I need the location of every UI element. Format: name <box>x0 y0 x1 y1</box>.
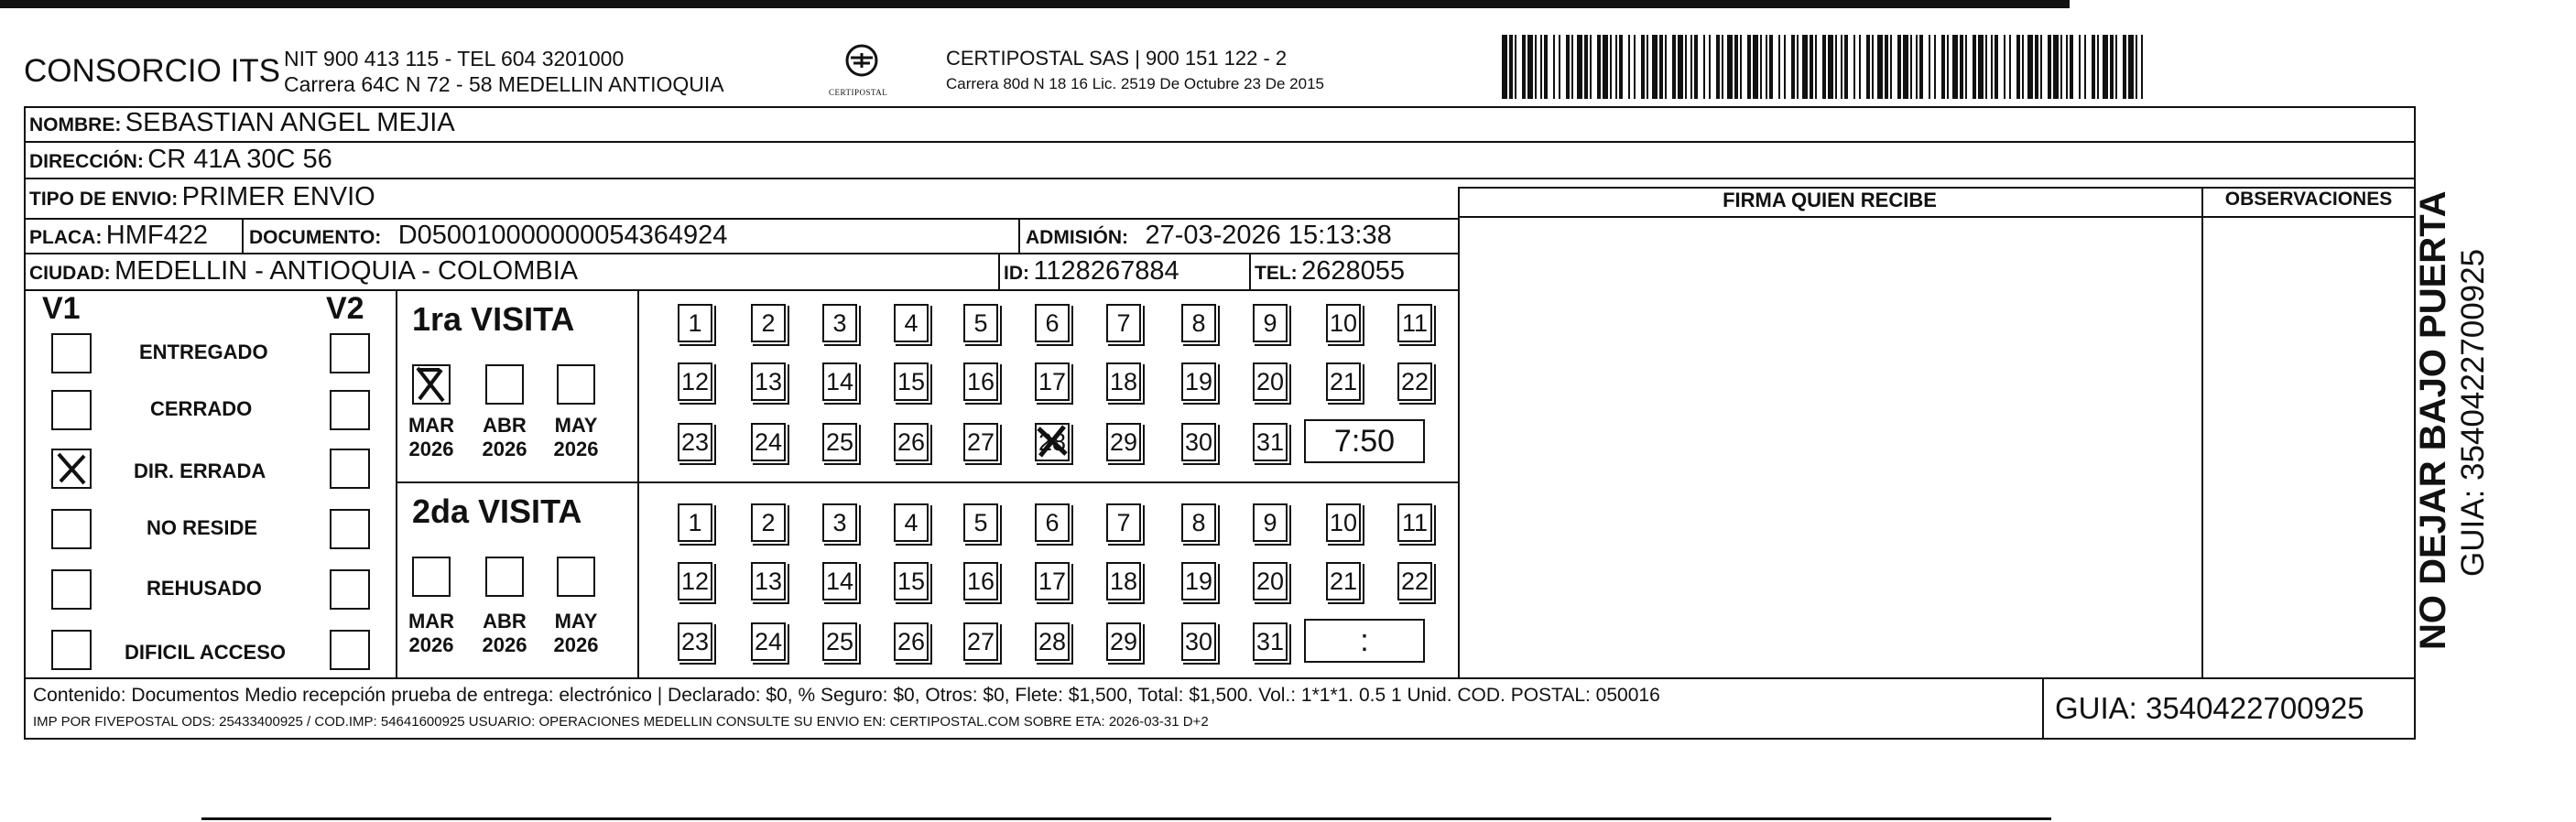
status-label: ENTREGADO <box>139 341 268 363</box>
month-checkbox-may[interactable] <box>557 557 595 597</box>
month-year: 2026 <box>482 438 527 460</box>
barcode-bar <box>2084 35 2086 99</box>
day-box[interactable]: 27 <box>963 423 998 461</box>
barcode-bar <box>1535 35 1537 99</box>
day-box[interactable]: 31 <box>1253 622 1288 661</box>
barcode-bar <box>1985 35 1987 99</box>
barcode-bar <box>1784 35 1786 99</box>
day-box[interactable]: 9 <box>1253 503 1288 542</box>
barcode-bar <box>1727 35 1733 99</box>
barcode-bar <box>1885 35 1888 99</box>
placa-value: HMF422 <box>105 221 208 250</box>
status-v2-checkbox[interactable] <box>330 449 370 489</box>
barcode-bar <box>1634 35 1636 99</box>
rule <box>24 218 1458 220</box>
rule <box>24 141 2416 143</box>
barcode-bar <box>2060 35 2062 99</box>
month-checkbox-mar[interactable] <box>412 557 451 597</box>
barcode-bar <box>1934 35 1936 99</box>
barcode-bar <box>1822 35 1826 99</box>
rule <box>1018 218 1020 253</box>
x-mark-icon <box>1035 423 1070 460</box>
barcode-bar <box>1703 35 1705 99</box>
tipo-envio-value: PRIMER ENVIO <box>181 182 375 211</box>
month-year: 2026 <box>408 633 454 656</box>
row-nombre <box>29 108 455 138</box>
tipo-envio-label: TIPO DE ENVIO: <box>29 189 179 210</box>
id-label: ID: <box>1004 263 1029 284</box>
imp-text: IMP POR FIVEPOSTAL ODS: 25433400925 / COD.IMP: 54641600925 USUARIO: OPERACIONES MEDELLIN CONSULTE SU ENVIO EN: CERTIPOSTAL.COM SOBRE ETA: 2026-03-31 D+2 <box>33 714 1209 730</box>
row-admision <box>1026 221 1392 251</box>
row-tel <box>1255 256 1405 287</box>
top-edge-bar <box>0 0 2070 8</box>
barcode-bar <box>1769 35 1773 99</box>
barcode-bar <box>2097 35 2099 99</box>
rule <box>396 481 1458 483</box>
barcode-bar <box>1672 35 1676 99</box>
barcode-bar <box>1802 35 1808 99</box>
barcode-bar <box>1828 35 1833 99</box>
day-box[interactable]: 23 <box>678 622 712 661</box>
day-box[interactable]: 10 <box>1326 304 1361 342</box>
barcode-bar <box>1910 35 1912 99</box>
admision-label: ADMISIÓN: <box>1026 227 1128 248</box>
barcode-bar <box>2009 35 2011 99</box>
certipostal-name: CERTIPOSTAL SAS | 900 151 122 - 2 <box>946 47 1288 70</box>
barcode-bar <box>1734 35 1738 99</box>
rule <box>1458 187 1460 677</box>
rule <box>24 253 1458 254</box>
barcode-bar <box>1690 35 1692 99</box>
month-year: 2026 <box>553 438 599 460</box>
day-box[interactable]: 19 <box>1181 562 1216 600</box>
month-checkbox-may[interactable] <box>557 364 595 405</box>
barcode-bar <box>1515 35 1516 99</box>
day-box[interactable]: 27 <box>963 622 998 661</box>
barcode-bar <box>2079 35 2081 99</box>
day-box[interactable]: 6 <box>1035 503 1070 542</box>
barcode-bar <box>1903 35 1908 99</box>
barcode-bar <box>1553 35 1555 99</box>
status-v1-checkbox[interactable] <box>51 630 92 670</box>
barcode-bar <box>1502 35 1507 99</box>
nombre-label: NOMBRE: <box>29 114 122 135</box>
month-name: ABR <box>483 610 527 633</box>
barcode-bar <box>1716 35 1720 99</box>
barcode-bar <box>1947 35 1949 99</box>
barcode-bar <box>1941 35 1945 99</box>
barcode-bar <box>1652 35 1658 99</box>
month-name: MAR <box>408 610 455 633</box>
day-box[interactable]: 18 <box>1106 562 1141 600</box>
barcode-bar <box>1797 35 1799 99</box>
day-box[interactable]: 20 <box>1253 362 1288 401</box>
barcode-bar <box>1619 35 1623 99</box>
day-box[interactable]: 26 <box>894 423 929 461</box>
status-v2-checkbox[interactable] <box>330 509 370 549</box>
certipostal-info <box>946 46 1324 97</box>
barcode-bar <box>1685 35 1687 99</box>
barcode-bar <box>1973 35 1976 99</box>
status-label: CERRADO <box>150 397 253 420</box>
month-name: MAR <box>408 414 455 437</box>
barcode-bar <box>1559 35 1560 99</box>
barcode-bar <box>1952 35 1958 99</box>
day-box[interactable]: 29 <box>1106 423 1141 461</box>
contenido-text: Contenido: Documentos Medio recepción prueba de entrega: electrónico | Declarado: $0, % Seguro: $0, Otros: $0, Flete: $1,500, Total: $1,500. Vol.: 1*1*1. 0.5 1 Unid. COD. POSTAL: 050016 <box>33 685 1660 706</box>
day-box[interactable]: 8 <box>1181 304 1216 342</box>
barcode-bar <box>2066 35 2068 99</box>
tel-label: TEL: <box>1255 263 1298 284</box>
day-box[interactable]: 1 <box>678 503 712 542</box>
rule <box>242 218 244 253</box>
day-box[interactable]: 21 <box>1326 362 1361 401</box>
logo-caption: CERTIPOSTAL <box>829 88 888 97</box>
barcode-bar <box>2115 35 2117 99</box>
status-label: DIFICIL ACCESO <box>125 641 287 664</box>
barcode-bar <box>2053 35 2059 99</box>
day-box[interactable]: 6 <box>1035 304 1070 342</box>
day-box[interactable]: 3 <box>822 304 857 342</box>
barcode-bar <box>1659 35 1663 99</box>
barcode-bar <box>1694 35 1698 99</box>
day-box[interactable]: 11 <box>1397 503 1432 542</box>
day-box[interactable]: 16 <box>963 362 998 401</box>
barcode-bar <box>1815 35 1817 99</box>
status-v2-checkbox[interactable] <box>330 333 370 373</box>
company-name: CONSORCIO ITS <box>24 53 281 89</box>
documento-label: DOCUMENTO: <box>249 227 382 248</box>
month-label <box>544 610 608 657</box>
barcode-bar <box>1844 35 1848 99</box>
row-id <box>1004 256 1179 287</box>
barcode-bar <box>1628 35 1630 99</box>
day-box[interactable]: 25 <box>822 423 857 461</box>
barcode-bar <box>1722 35 1723 99</box>
rule <box>2201 187 2203 677</box>
id-value: 1128267884 <box>1033 256 1179 286</box>
month-year: 2026 <box>482 633 527 656</box>
row-ciudad <box>29 256 578 287</box>
admision-value: 27-03-2026 15:13:38 <box>1145 221 1392 250</box>
month-label <box>473 414 537 461</box>
rule <box>1249 253 1251 289</box>
day-box[interactable]: 17 <box>1035 562 1070 600</box>
company-info <box>284 46 724 97</box>
barcode-bar <box>1740 35 1742 99</box>
barcode-bar <box>1897 35 1901 99</box>
day-box[interactable]: 7 <box>1106 503 1141 542</box>
day-box[interactable]: 21 <box>1326 562 1361 600</box>
barcode-bar <box>1522 35 1526 99</box>
company-nit: NIT 900 413 115 - TEL 604 3201000 <box>284 47 625 70</box>
time-box[interactable]: 7:50 <box>1304 419 1425 463</box>
barcode-bar <box>2035 35 2038 99</box>
status-v1-checkbox[interactable] <box>51 390 92 430</box>
documento-value: D050010000000054364924 <box>397 221 728 250</box>
barcode-bar <box>1760 35 1762 99</box>
month-name: MAY <box>554 414 598 437</box>
barcode-bar <box>2128 35 2134 99</box>
warning-vertical: NO DEJAR BAJO PUERTA <box>2413 190 2453 650</box>
certipostal-license: Carrera 80d N 18 16 Lic. 2519 De Octubre 23 De 2015 <box>946 75 1324 92</box>
row-tipo-envio <box>29 182 375 212</box>
status-v1-checkbox[interactable] <box>51 569 92 610</box>
day-box[interactable]: 13 <box>751 562 786 600</box>
guia-number: GUIA: 3540422700925 <box>2042 677 2416 740</box>
barcode-bar <box>1615 35 1617 99</box>
barcode-bar <box>2092 35 2095 99</box>
barcode-bar <box>1919 35 1923 99</box>
day-box[interactable]: 9 <box>1253 304 1288 342</box>
status-label: NO RESIDE <box>147 516 258 539</box>
day-box[interactable]: 3 <box>822 503 857 542</box>
month-checkbox-mar[interactable] <box>412 364 451 405</box>
day-box[interactable]: 10 <box>1326 503 1361 542</box>
barcode-bar <box>1540 35 1542 99</box>
day-box[interactable]: 18 <box>1106 362 1141 401</box>
barcode-bar <box>2022 35 2024 99</box>
ciudad-value: MEDELLIN - ANTIOQUIA - COLOMBIA <box>114 256 579 286</box>
barcode-bar <box>1597 35 1601 99</box>
month-label <box>399 610 463 657</box>
status-v2-checkbox[interactable] <box>330 630 370 670</box>
barcode-bar <box>1509 35 1513 99</box>
barcode-bar <box>1965 35 1967 99</box>
barcode-bar <box>1877 35 1883 99</box>
month-year: 2026 <box>553 633 599 656</box>
barcode-bar <box>1647 35 1648 99</box>
barcode-bar <box>1929 35 1930 99</box>
day-box[interactable]: 2 <box>751 304 786 342</box>
day-box[interactable]: 17 <box>1035 362 1070 401</box>
day-box[interactable]: 25 <box>822 622 857 661</box>
day-box[interactable]: 2 <box>751 503 786 542</box>
barcode-bar <box>1766 35 1767 99</box>
day-box[interactable]: 15 <box>894 362 929 401</box>
x-mark-icon <box>53 450 90 487</box>
day-box[interactable]: 5 <box>963 304 998 342</box>
barcode-bar <box>1872 35 1874 99</box>
day-box[interactable]: 24 <box>751 423 786 461</box>
barcode-bar <box>1584 35 1588 99</box>
month-label <box>473 610 537 657</box>
row-placa <box>29 221 208 251</box>
barcode-bar <box>1778 35 1780 99</box>
barcode-bar <box>1747 35 1751 99</box>
day-box[interactable]: 22 <box>1397 562 1432 600</box>
tel-value: 2628055 <box>1301 256 1406 286</box>
barcode-bar <box>1577 35 1582 99</box>
status-v2-checkbox[interactable] <box>330 569 370 610</box>
firma-header: FIRMA QUIEN RECIBE <box>1723 189 1937 211</box>
company-address: Carrera 64C N 72 - 58 MEDELLIN ANTIOQUIA <box>284 72 724 96</box>
barcode-bar <box>2040 35 2042 99</box>
day-box[interactable]: 22 <box>1397 362 1432 401</box>
barcode-bar <box>2070 35 2073 99</box>
time-box[interactable]: : <box>1304 619 1425 663</box>
month-checkbox-abr[interactable] <box>485 557 524 597</box>
barcode-bar <box>1791 35 1795 99</box>
first-visit-title: 1ra VISITA <box>412 300 575 338</box>
month-label <box>399 414 463 461</box>
barcode-bar <box>1603 35 1608 99</box>
status-v1-checkbox[interactable] <box>51 509 92 549</box>
day-box[interactable]: 5 <box>963 503 998 542</box>
nombre-value: SEBASTIAN ANGEL MEJIA <box>125 108 455 137</box>
barcode <box>1502 35 2143 99</box>
barcode-bar <box>1853 35 1855 99</box>
barcode-bar <box>1641 35 1645 99</box>
barcode-bar <box>1590 35 1592 99</box>
barcode-bar <box>1916 35 1918 99</box>
barcode-bar <box>2004 35 2005 99</box>
barcode-bar <box>2027 35 2033 99</box>
barcode-bar <box>1544 35 1548 99</box>
barcode-bar <box>1859 35 1861 99</box>
direccion-label: DIRECCIÓN: <box>29 151 144 172</box>
x-mark-icon <box>414 366 449 403</box>
barcode-bar <box>1994 35 1998 99</box>
barcode-bar <box>1566 35 1570 99</box>
month-year: 2026 <box>408 438 454 460</box>
barcode-bar <box>1841 35 1842 99</box>
day-box[interactable]: 15 <box>894 562 929 600</box>
barcode-bar <box>1835 35 1837 99</box>
day-box[interactable]: 1 <box>678 304 712 342</box>
barcode-bar <box>1810 35 1813 99</box>
day-box[interactable]: 4 <box>894 304 929 342</box>
day-box[interactable]: 26 <box>894 622 929 661</box>
month-checkbox-abr[interactable] <box>485 364 524 405</box>
barcode-bar <box>2110 35 2114 99</box>
barcode-bar <box>1678 35 1683 99</box>
observaciones-header: OBSERVACIONES <box>2224 189 2393 210</box>
placa-label: PLACA: <box>29 227 103 248</box>
barcode-bar <box>1890 35 1892 99</box>
month-name: ABR <box>483 414 527 437</box>
barcode-bar <box>2141 35 2143 99</box>
day-box[interactable]: 30 <box>1181 423 1216 461</box>
rule <box>24 178 2416 179</box>
barcode-bar <box>2016 35 2020 99</box>
rule <box>396 289 397 677</box>
ciudad-label: CIUDAD: <box>29 263 111 284</box>
day-box[interactable]: 29 <box>1106 622 1141 661</box>
day-box[interactable]: 24 <box>751 622 786 661</box>
barcode-bar <box>1610 35 1612 99</box>
day-box[interactable]: 31 <box>1253 423 1288 461</box>
status-label: REHUSADO <box>147 577 262 600</box>
second-visit-title: 2da VISITA <box>412 492 582 530</box>
rule <box>24 289 1458 291</box>
day-box[interactable]: 7 <box>1106 304 1141 342</box>
barcode-bar <box>1991 35 1993 99</box>
day-box[interactable]: 11 <box>1397 304 1432 342</box>
day-box[interactable]: 14 <box>822 562 857 600</box>
day-box[interactable]: 12 <box>678 562 712 600</box>
guia-vertical: GUIA: 3540422700925 <box>2455 248 2491 577</box>
barcode-bar <box>1978 35 1984 99</box>
day-box[interactable]: 12 <box>678 362 712 401</box>
rule <box>998 253 1000 289</box>
barcode-bar <box>2136 35 2137 99</box>
status-v2-checkbox[interactable] <box>330 390 370 430</box>
day-box[interactable]: 16 <box>963 562 998 600</box>
barcode-bar <box>1571 35 1573 99</box>
row-direccion <box>29 145 332 175</box>
barcode-bar <box>2048 35 2051 99</box>
status-v1-checkbox[interactable] <box>51 449 92 489</box>
day-box[interactable]: 28 <box>1035 423 1070 461</box>
rule <box>1458 216 2416 218</box>
day-box[interactable]: 28 <box>1035 622 1070 661</box>
barcode-bar <box>2103 35 2108 99</box>
barcode-bar <box>1960 35 1963 99</box>
day-box[interactable]: 20 <box>1253 562 1288 600</box>
day-box[interactable]: 30 <box>1181 622 1216 661</box>
status-v1-checkbox[interactable] <box>51 333 92 373</box>
status-label: DIR. ERRADA <box>134 460 266 482</box>
barcode-bar <box>1866 35 1870 99</box>
day-box[interactable]: 13 <box>751 362 786 401</box>
day-box[interactable]: 14 <box>822 362 857 401</box>
cut-line <box>201 817 2051 820</box>
rule <box>637 289 639 677</box>
day-box[interactable]: 23 <box>678 423 712 461</box>
v2-header: V2 <box>326 291 364 326</box>
month-name: MAY <box>554 610 598 633</box>
month-label <box>544 414 608 461</box>
barcode-bar <box>1753 35 1758 99</box>
row-documento <box>249 221 727 251</box>
barcode-bar <box>1709 35 1711 99</box>
barcode-bar <box>1665 35 1667 99</box>
v1-header: V1 <box>42 291 81 326</box>
direccion-value: CR 41A 30C 56 <box>147 145 332 174</box>
day-box[interactable]: 4 <box>894 503 929 542</box>
barcode-bar <box>2123 35 2126 99</box>
day-box[interactable]: 19 <box>1181 362 1216 401</box>
barcode-bar <box>1527 35 1533 99</box>
day-box[interactable]: 8 <box>1181 503 1216 542</box>
